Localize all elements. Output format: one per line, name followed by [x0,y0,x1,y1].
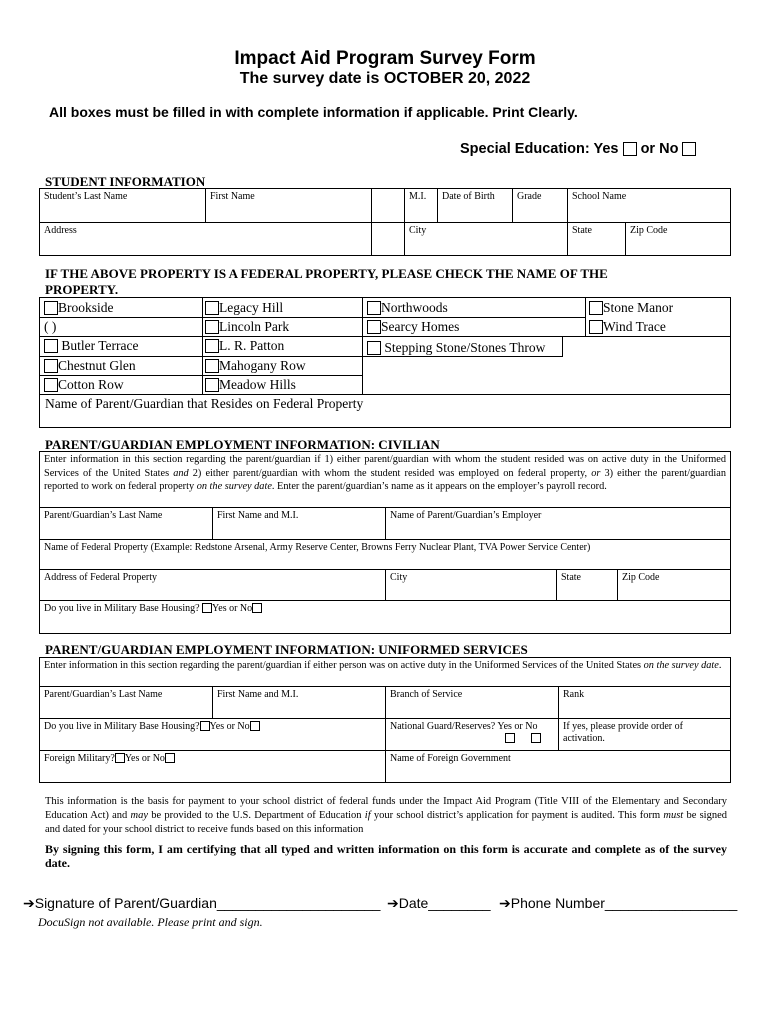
student-address-field[interactable] [39,222,372,256]
civilian-state-field[interactable] [556,569,618,601]
form-title: Impact Aid Program Survey Form [234,48,536,69]
first-name-label: First Name [210,191,255,202]
arrow-right-icon: ➔ [23,895,35,911]
national-guard-yes-checkbox[interactable] [505,733,515,743]
divider [39,336,731,337]
uniformed-housing-no-checkbox[interactable] [250,721,260,731]
divider [362,394,731,395]
or-no-label: or No [640,141,679,157]
federal-property-address-label: Address of Federal Property [44,572,158,583]
student-last-name-field[interactable] [39,188,206,223]
parent-on-federal-property-field[interactable] [45,396,363,412]
property-option-cotton-row[interactable]: Cotton Row [44,377,124,393]
divider [39,394,363,395]
uniformed-last-name-label: Parent/Guardian’s Last Name [44,689,163,700]
civilian-city-label: City [390,572,408,583]
federal-property-heading [45,266,608,298]
uniformed-housing-yes-checkbox[interactable] [200,721,210,731]
special-education-yes-checkbox[interactable] [623,142,637,156]
special-education-question [460,141,696,157]
funding-basis-segment: if [364,810,371,821]
civilian-intro-segment: Enter information in this section regarding the parent/guardian if 1) either parent/guardian with whom the student resided was on active duty in the Uniformed Services of the United States [44,454,726,479]
branch-of-service-field[interactable] [385,686,559,719]
property-option-legacy-hill[interactable]: Legacy Hill [205,300,283,316]
funding-basis-segment: must [663,810,684,821]
student-spacer-cell-2 [371,222,405,256]
property-option-stone-manor[interactable]: Stone Manor [589,300,673,316]
dob-label: Date of Birth [442,191,495,202]
divider [39,375,363,376]
rank-label: Rank [563,689,585,700]
phone-line[interactable] [499,895,737,912]
uniformed-instructions: Enter information in this section regarding the parent/guardian if either person was on active duty in the Uniformed Services of the United States on the survey date. [39,657,731,687]
rank-field[interactable] [558,686,731,719]
property-option-lr-patton[interactable]: L. R. Patton [205,338,284,354]
property-option-stepping-stone[interactable]: Stepping Stone/Stones Throw [367,340,545,356]
civilian-intro-segment: and [173,467,189,479]
property-option-chestnut-glen[interactable]: Chestnut Glen [44,358,136,374]
property-option-blank: ( ) [44,319,57,334]
civilian-employer-label: Name of Parent/Guardian’s Employer [390,510,542,521]
special-education-no-checkbox[interactable] [682,142,696,156]
instruction-text: All boxes must be filled in with complete information if applicable. Print Clearly. [49,104,578,120]
civilian-zip-field[interactable] [617,569,731,601]
student-zip-field[interactable] [625,222,731,256]
uniformed-last-name-field[interactable] [39,686,213,719]
foreign-government-field[interactable] [385,750,731,783]
arrow-right-icon: ➔ [387,895,399,911]
property-option-wind-trace[interactable]: Wind Trace [589,319,666,335]
uniformed-heading: PARENT/GUARDIAN EMPLOYMENT INFORMATION: UNIFORMED SERVICES [45,642,528,657]
address-label: Address [44,225,77,236]
funding-basis-text [45,795,727,837]
student-state-field[interactable] [567,222,626,256]
civilian-heading: PARENT/GUARDIAN EMPLOYMENT INFORMATION: CIVILIAN [45,437,440,452]
date-line[interactable] [387,895,491,912]
funding-basis-segment: be provided to the U.S. Department of Education [147,810,365,821]
signature-label: Signature of Parent/Guardian_____________________ [34,895,381,911]
property-option-lincoln-park[interactable]: Lincoln Park [205,319,289,335]
arrow-right-icon: ➔ [499,895,511,911]
divider [39,356,563,357]
civilian-intro-segment: on the survey date [196,481,272,492]
federal-heading-line-1: IF THE ABOVE PROPERTY IS A FEDERAL PROPERTY, PLEASE CHECK THE NAME OF THE [45,266,608,281]
civilian-state-label: State [561,572,581,583]
uniformed-housing-question: Do you live in Military Base Housing? [44,721,200,732]
uniformed-first-mi-label: First Name and M.I. [217,689,299,700]
divider [362,297,363,395]
docusign-note: DocuSign not available. Please print and sign. [38,915,263,929]
date-label: Date________ [398,895,491,911]
national-guard-question: National Guard/Reserves? Yes or No [390,721,538,732]
order-of-activation-field[interactable] [558,718,731,751]
signature-line[interactable] [23,895,380,912]
foreign-government-label: Name of Foreign Government [390,753,511,764]
branch-label: Branch of Service [390,689,463,700]
civilian-housing-question: Do you live in Military Base Housing? [44,603,200,614]
zip-label: Zip Code [630,225,668,236]
student-info-heading: STUDENT INFORMATION [45,174,206,189]
yes-or-no-label: Yes or No [212,603,253,614]
divider [202,297,203,395]
civilian-first-mi-label: First Name and M.I. [217,510,299,521]
federal-property-address-field[interactable] [39,569,386,601]
funding-basis-segment: your school district’s application for payment is audited. This form [370,810,664,821]
civilian-housing-row [39,600,731,634]
civilian-intro-segment: 3) either the parent/guardian reported to work on federal property [44,467,726,492]
property-option-searcy-homes[interactable]: Searcy Homes [367,319,459,335]
student-school-field[interactable] [567,188,731,223]
foreign-military-question: Foreign Military? [44,753,115,764]
student-city-field[interactable] [404,222,568,256]
student-grade-field[interactable] [512,188,568,223]
foreign-military-no-checkbox[interactable] [165,753,175,763]
activation-label-line-2: activation. [563,733,605,744]
civilian-housing-yes-checkbox[interactable] [202,603,212,613]
funding-basis-segment: be signed and dated for your school district to receive funds based on this information [45,810,728,835]
funding-basis-segment: may [130,810,148,821]
special-education-label: Special Education: Yes [460,141,619,157]
federal-heading-line-2: PROPERTY. [45,282,119,297]
civilian-employer-field[interactable] [385,507,731,540]
survey-date: The survey date is OCTOBER 20, 2022 [239,70,531,87]
property-option-northwoods[interactable]: Northwoods [367,300,448,316]
student-dob-field[interactable] [437,188,513,223]
divider [39,317,586,318]
divider [562,336,563,357]
yes-or-no-label: Yes or No [209,721,250,732]
national-guard-no-checkbox[interactable] [531,733,541,743]
parent-on-federal-property-label: Name of Parent/Guardian that Resides on Federal Property [45,396,364,411]
civilian-zip-label: Zip Code [622,572,660,583]
phone-label: Phone Number_________________ [510,895,738,911]
national-guard-row [385,718,559,751]
activation-label-line-1: If yes, please provide order of [563,721,683,732]
funding-basis-segment: This information is the basis for payment to your school district of federal funds under the Impact Aid Program (Title VIII of the Elementary and Secondary Education Act) and [45,796,727,821]
civilian-intro-segment: . Enter the parent/guardian’s name as it appears on the employer’s payroll record. [271,481,607,492]
federal-property-name-label: Name of Federal Property (Example: Redstone Arsenal, Army Reserve Center, Browns Ferry Nuclear Plant, TVA Power Service Center) [44,542,591,553]
certification-text: By signing this form, I am certifying that all typed and written information on this form is accurate and complete as of the survey date. [45,842,727,870]
grade-label: Grade [517,191,542,202]
foreign-military-row [39,750,386,783]
civilian-city-field[interactable] [385,569,557,601]
civilian-housing-no-checkbox[interactable] [252,603,262,613]
civilian-intro-segment: 2) either parent/guardian with whom the student resided was employed on federal property, [188,467,592,479]
civilian-last-name-label: Parent/Guardian’s Last Name [44,510,163,521]
uniformed-first-mi-field[interactable] [212,686,386,719]
property-option-brookside[interactable]: Brookside [44,300,114,316]
civilian-first-mi-field[interactable] [212,507,386,540]
state-label: State [572,225,592,236]
student-spacer-cell [371,188,405,223]
civilian-instructions [39,451,731,508]
mi-label: M.I. [409,191,427,202]
school-label: School Name [572,191,627,202]
property-option-meadow-hills[interactable]: Meadow Hills [205,377,296,393]
student-last-name-label: Student’s Last Name [44,191,128,202]
yes-or-no-label: Yes or No [124,753,165,764]
property-option-butler-terrace[interactable]: Butler Terrace [44,338,139,354]
student-mi-field[interactable] [404,188,438,223]
foreign-military-yes-checkbox[interactable] [115,753,125,763]
city-label: City [409,225,427,236]
property-option-mahogany-row[interactable]: Mahogany Row [205,358,306,374]
student-first-name-field[interactable] [205,188,372,223]
federal-property-name-field[interactable] [39,539,731,570]
uniformed-housing-row [39,718,386,751]
civilian-intro-segment: or [591,467,601,479]
civilian-last-name-field[interactable] [39,507,213,540]
